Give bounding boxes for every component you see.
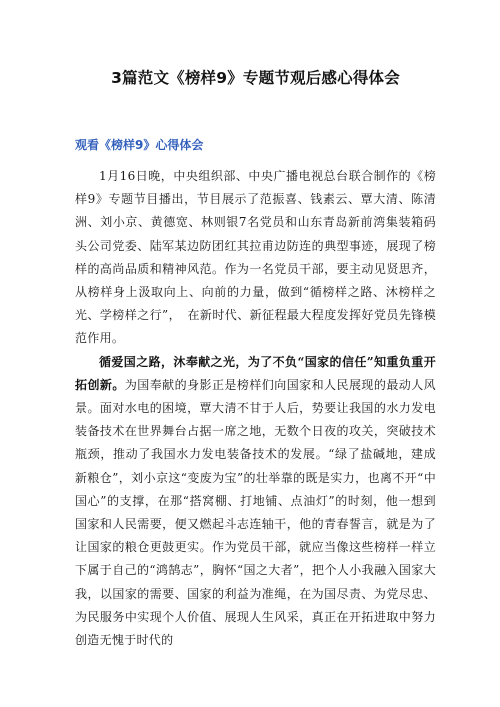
paragraph-2-text: 为国奉献的身影正是榜样们向国家和人民展现的最动人风景。面对水电的困境，覃大清不甘于人后，势要让我国的水力发电装备技术在世界舞台占据一席之地，无数个日夜的攻关，突破技术瓶颈，推动了我国水力发电装备技术的发展。“绿了盐碱地，建成新粮仓”，刘小京这“变废为宝”的壮举靠的既是实力，也离不开“中国心”的支撑，在那“搭窝棚、打地铺、点油灯”的时刻，他一想到国家和人民需要，便又燃起斗志连轴干，他的青春誓言，就是为了让国家的粮仓更鼓更实。作为党员干部，就应当像这些榜样一样立下属于自己的“鸿鹄志”，胸怀“国之大者”，把个人小我融入国家大我，以国家的需要、国家的利益为准绳，在为国尽责、为党尽忠、为民服务中实现个人价值、展现人生风采，真正在开拓进取中努力创造无愧于时代的 <box>75 377 436 648</box>
document-title: 3篇范文《榜样9》专题节观后感心得体会 <box>111 69 400 87</box>
section-heading: 观看《榜样9》心得体会 <box>75 138 204 152</box>
body-paragraph-1 <box>75 165 436 351</box>
body-paragraph-2 <box>75 351 436 653</box>
paragraph-2-lead: 循爱国之路，沐奉献之光，为了不负“国家的信任”知重负重开拓创新。 <box>75 354 436 392</box>
paragraph-1-text: 1月16日晚，中央组织部、中央广播电视总台联合制作的《榜样9》专题节目播出，节目展示了范振喜、钱素云、覃大清、陈清洲、刘小京、黄德宽、林则银7名党员和山东青岛新前湾集装箱码头公司党委、陆军某边防团红其拉甫边防连的典型事迹，展现了榜样的高尚品质和精神风范。作为一名党员干部，要主动见贤思齐，从榜样身上汲取向上、向前的力量，做到“循榜样之路、沐榜样之光、学榜样之行”， 在新时代、新征程最大程度发挥好党员先锋模范作用。 <box>75 169 436 346</box>
